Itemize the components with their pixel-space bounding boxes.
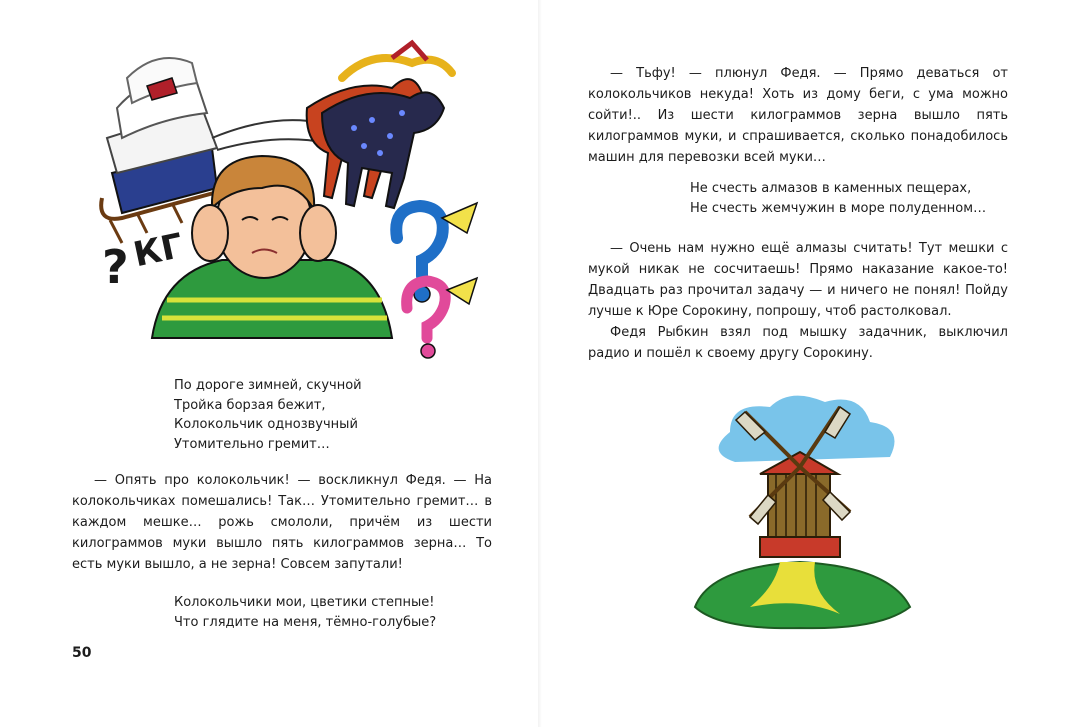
- svg-text:?: ?: [102, 240, 129, 294]
- poem-troika: [174, 376, 362, 454]
- poem-line: Колокольчики мои, цветики степные!: [174, 595, 435, 610]
- harness-line: [212, 120, 322, 138]
- paragraph: — Тьфу! — плюнул Федя. — Прямо деваться от колокольчиков некуда! Хоть из дому беги, с ума можно сойти!.. Из шести килограммов зерна вышло пять килограммов муки, и спрашивается, сколько понадобилось машин для перевозки всей муки…: [588, 66, 1008, 165]
- prose-paragraphs-right-bottom: [588, 238, 1008, 364]
- windmill-illustration: [690, 392, 916, 632]
- fedya-illustration: [92, 38, 482, 360]
- paragraph: Федя Рыбкин взял под мышку задачник, выключил радио и пошёл к своему другу Сорокину.: [588, 325, 1008, 361]
- kg-label: КГ: [130, 225, 187, 276]
- poem-line: По дороге зимней, скучной: [174, 378, 362, 393]
- flying-question-marks: [396, 203, 477, 358]
- poem-bells: [174, 593, 436, 632]
- question-kg-drawing: [102, 226, 187, 294]
- book-spine: [538, 0, 542, 727]
- poem-line: Что глядите на меня, тёмно-голубые?: [174, 614, 437, 630]
- troika-horses-drawing: [307, 43, 452, 208]
- poem-diamonds: [690, 179, 986, 218]
- poem-line: Тройка борзая бежит,: [174, 397, 326, 413]
- prose-paragraph-left: [72, 470, 492, 575]
- paragraph: — Очень нам нужно ещё алмазы считать! Тут мешки с мукой никак не сосчитаешь! Прямо наказание какое-то! Двадцать раз прочитал задачу — и ничего не понял! Пойду лучше к Юре Сорокину, попрошу, чтоб растолковал.: [588, 241, 1008, 319]
- poem-line: Не счесть жемчужин в море полуденном…: [690, 200, 987, 216]
- paragraph: — Опять про колокольчик! — воскликнул Федя. — На колокольчиках помешались! Так… Утомительно гремит… в каждом мешке… рожь смололи, причём из шести килограммов муки вышло пять килограммов зерна… То есть муки вышло, а не зерна! Совсем запутали!: [72, 473, 492, 572]
- poem-line: Утомительно гремит…: [174, 436, 330, 452]
- page-number: 50: [72, 645, 92, 661]
- poem-line: Колокольчик однозвучный: [174, 417, 358, 432]
- poem-line: Не счесть алмазов в каменных пещерах,: [690, 181, 972, 196]
- harness-line: [217, 139, 327, 150]
- prose-paragraph-right-top: [588, 63, 1008, 168]
